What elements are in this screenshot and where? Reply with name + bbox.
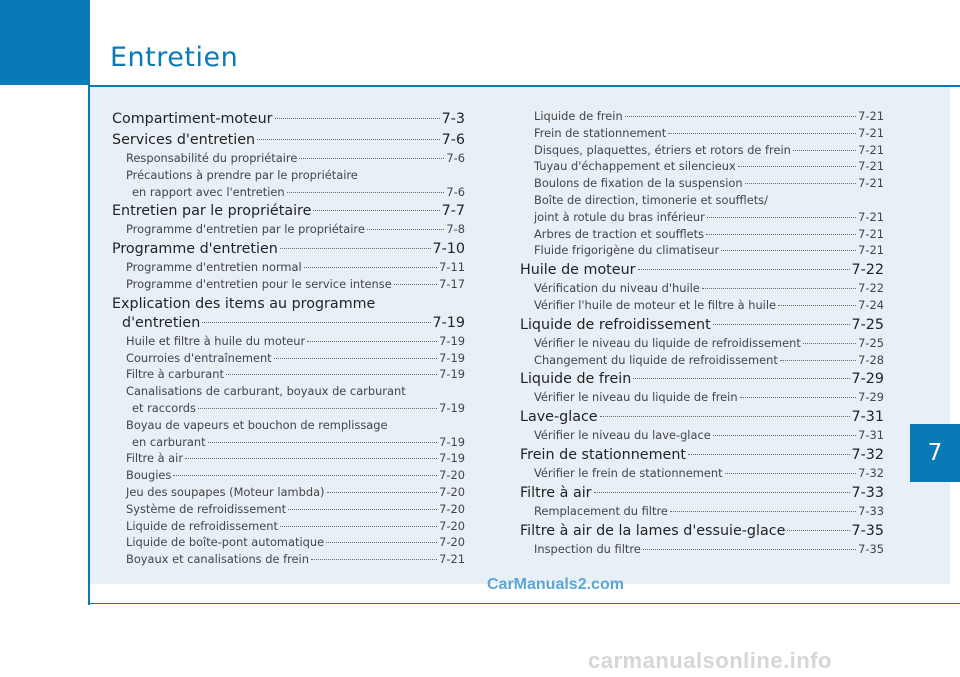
toc-item[interactable]: Vérification du niveau d'huile 7-22 — [534, 281, 884, 296]
toc-item[interactable]: Programme d'entretien par le propriétaire 7-8 — [126, 222, 465, 237]
toc-item[interactable]: Frein de stationnement 7-21 — [534, 125, 884, 140]
toc-item[interactable]: Fluide frigorigène du climatiseur 7-21 — [534, 243, 884, 258]
corner-color-block — [0, 0, 90, 85]
toc-item-line1: Précautions à prendre par le propriétaire — [126, 167, 358, 182]
toc-section-liquide-refroidissement[interactable]: Liquide de refroidissement 7-25 — [520, 316, 884, 333]
toc-item[interactable]: Vérifier le frein de stationnement 7-32 — [534, 465, 884, 480]
toc-item-line1: Boîte de direction, timonerie et soufflets/ — [534, 192, 768, 207]
toc-item[interactable]: Disques, plaquettes, étriers et rotors de frein 7-21 — [534, 142, 884, 157]
toc-section-liquide-frein[interactable]: Liquide de frein 7-29 — [520, 371, 884, 388]
watermark-carmanuals2: CarManuals2.com — [487, 576, 624, 593]
toc-item[interactable]: en rapport avec l'entretien 7-6 — [132, 184, 465, 199]
toc-item[interactable]: Remplacement du filtre 7-33 — [534, 503, 884, 518]
toc-item[interactable]: en carburant 7-19 — [132, 434, 465, 449]
toc-item-line1: Canalisations de carburant, boyaux de carburant — [126, 384, 406, 399]
toc-item[interactable]: Tuyau d'échappement et silencieux 7-21 — [534, 159, 884, 174]
bottom-divider — [90, 603, 960, 604]
toc-item[interactable]: Liquide de frein 7-21 — [534, 109, 884, 123]
toc-section-frein-stationnement[interactable]: Frein de stationnement 7-32 — [520, 446, 884, 463]
toc-section-filtre-air[interactable]: Filtre à air 7-33 — [520, 484, 884, 501]
chapter-tab[interactable]: 7 — [910, 424, 960, 482]
toc-item-line1: Boyau de vapeurs et bouchon de remplissage — [126, 417, 388, 432]
toc-section-line1: Explication des items au programme — [112, 295, 376, 312]
toc-item[interactable]: Jeu des soupapes (Moteur lambda) 7-20 — [126, 484, 465, 499]
toc-item[interactable]: Boyaux et canalisations de frein 7-21 — [126, 552, 465, 567]
toc-section-programme-entretien[interactable]: Programme d'entretien 7-10 — [112, 241, 465, 258]
toc-item[interactable]: Vérifier le niveau du lave-glace 7-31 — [534, 428, 884, 443]
toc-section-filtre-essuie-glace[interactable]: Filtre à air de la lames d'essuie-glace 7-35 — [520, 522, 884, 539]
toc-item[interactable]: Inspection du filtre 7-35 — [534, 541, 884, 556]
toc-item[interactable]: Bougies 7-20 — [126, 468, 465, 483]
toc-item[interactable]: Filtre à carburant 7-19 — [126, 367, 465, 382]
toc-section-huile-moteur[interactable]: Huile de moteur 7-22 — [520, 262, 884, 279]
toc-item[interactable]: Programme d'entretien normal 7-11 — [126, 260, 465, 275]
toc-item[interactable]: Vérifier l'huile de moteur et le filtre à huile 7-24 — [534, 297, 884, 312]
toc-left-column — [112, 108, 465, 568]
toc-item[interactable]: Huile et filtre à huile du moteur 7-19 — [126, 333, 465, 348]
toc-item[interactable]: joint à rotule du bras inférieur 7-21 — [534, 209, 884, 224]
toc-section-entretien-proprietaire[interactable]: Entretien par le propriétaire 7-7 — [112, 203, 465, 220]
toc-item[interactable]: Programme d'entretien pour le service intense 7-17 — [126, 276, 465, 291]
toc-item[interactable]: Vérifier le niveau du liquide de frein 7-29 — [534, 390, 884, 405]
toc-item[interactable]: Responsabilité du propriétaire 7-6 — [126, 151, 465, 165]
page-title: Entretien — [110, 42, 239, 73]
toc-item[interactable]: Vérifier le niveau du liquide de refroidissement 7-25 — [534, 335, 884, 350]
watermark-carmanualsonline: carmanualsonline.info — [588, 648, 832, 673]
toc-section-explication-items[interactable]: d'entretien 7-19 — [122, 314, 465, 331]
toc-section-lave-glace[interactable]: Lave-glace 7-31 — [520, 409, 884, 426]
toc-section-services-entretien[interactable]: Services d'entretien 7-6 — [112, 132, 465, 148]
toc-item[interactable]: Changement du liquide de refroidissement 7-28 — [534, 352, 884, 367]
toc-right-column — [520, 108, 884, 557]
toc-item[interactable]: Système de refroidissement 7-20 — [126, 501, 465, 516]
toc-item[interactable]: Boulons de fixation de la suspension 7-21 — [534, 176, 884, 191]
toc-item[interactable]: et raccords 7-19 — [132, 400, 465, 415]
toc-item[interactable]: Filtre à air 7-19 — [126, 451, 465, 466]
toc-item[interactable]: Courroies d'entraînement 7-19 — [126, 350, 465, 365]
toc-section-compartiment-moteur[interactable]: Compartiment-moteur 7-3 — [112, 111, 465, 127]
toc-item[interactable]: Liquide de refroidissement 7-20 — [126, 518, 465, 533]
toc-item[interactable]: Liquide de boîte-pont automatique 7-20 — [126, 535, 465, 550]
toc-item[interactable]: Arbres de traction et soufflets 7-21 — [534, 226, 884, 241]
